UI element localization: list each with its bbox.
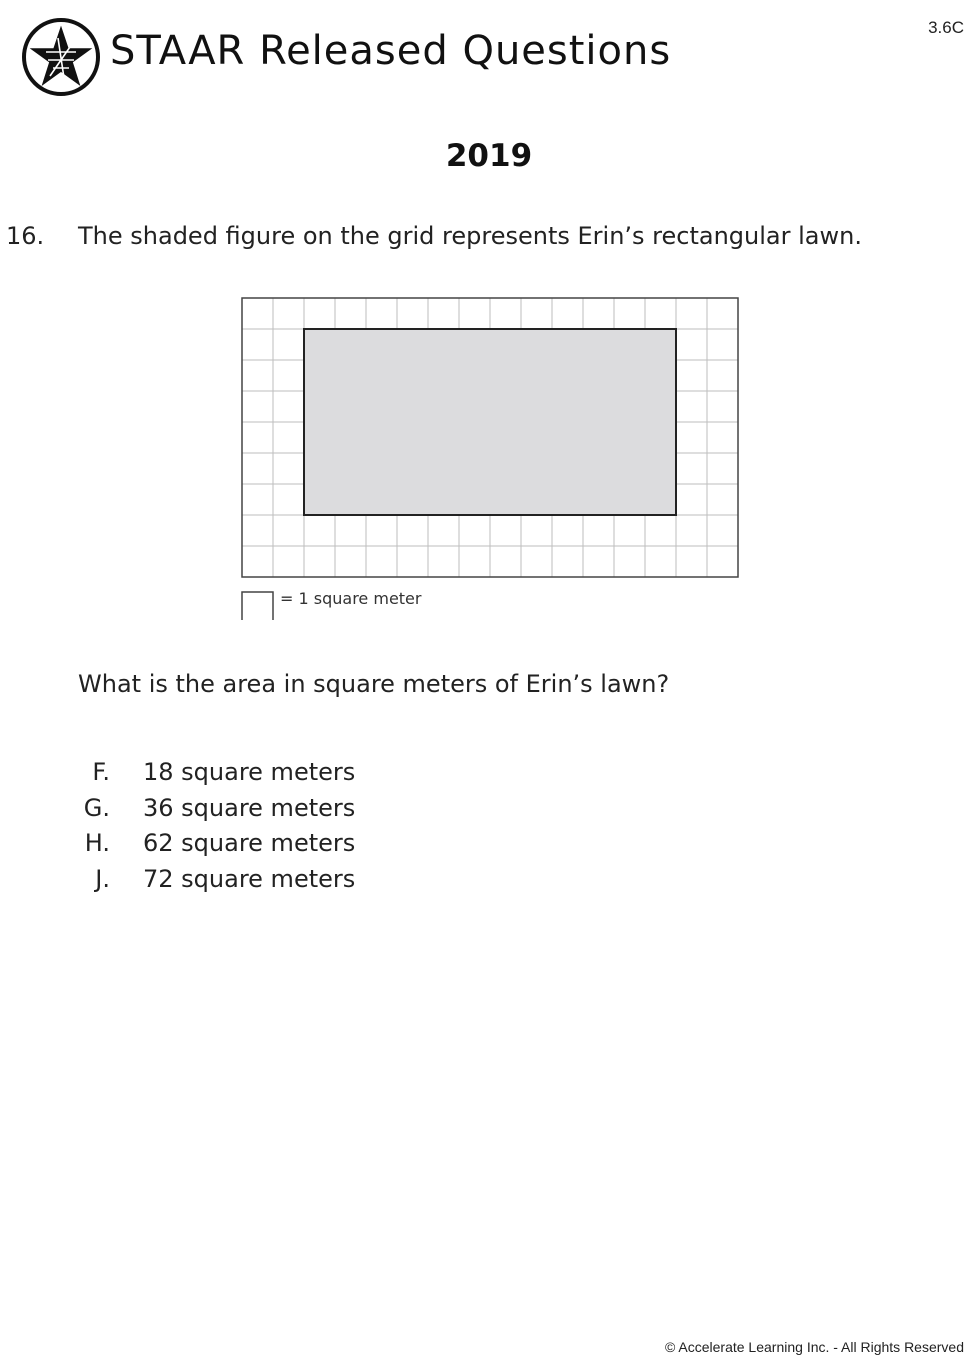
question-number: 16.	[6, 222, 45, 250]
year-heading: 2019	[445, 138, 533, 174]
copyright-footer: © Accelerate Learning Inc. - All Rights Reserved	[664, 1339, 964, 1355]
header-title: STAAR Released Questions	[110, 28, 672, 74]
star-circle-logo-icon	[20, 16, 102, 98]
shaded-lawn-rectangle	[304, 329, 676, 515]
choice-text: 62 square meters	[143, 829, 356, 857]
choice-letter: J.	[95, 864, 110, 893]
question-stem: The shaded figure on the grid represents Erin’s rectangular lawn.	[78, 222, 862, 250]
lawn-grid-figure	[238, 294, 743, 620]
legend-label: = 1 square meter	[280, 589, 422, 608]
choice-text: 36 square meters	[143, 793, 356, 822]
choice-text: 18 square meters	[143, 758, 356, 786]
legend-unit-square	[242, 592, 273, 620]
standard-code: 3.6C	[928, 18, 964, 37]
question-prompt: What is the area in square meters of Erin’s lawn?	[78, 670, 670, 698]
choice-letter: G.	[83, 793, 110, 822]
choice-letter: H.	[84, 829, 110, 857]
choice-text: 72 square meters	[143, 864, 356, 893]
choice-letter: F.	[92, 758, 110, 786]
